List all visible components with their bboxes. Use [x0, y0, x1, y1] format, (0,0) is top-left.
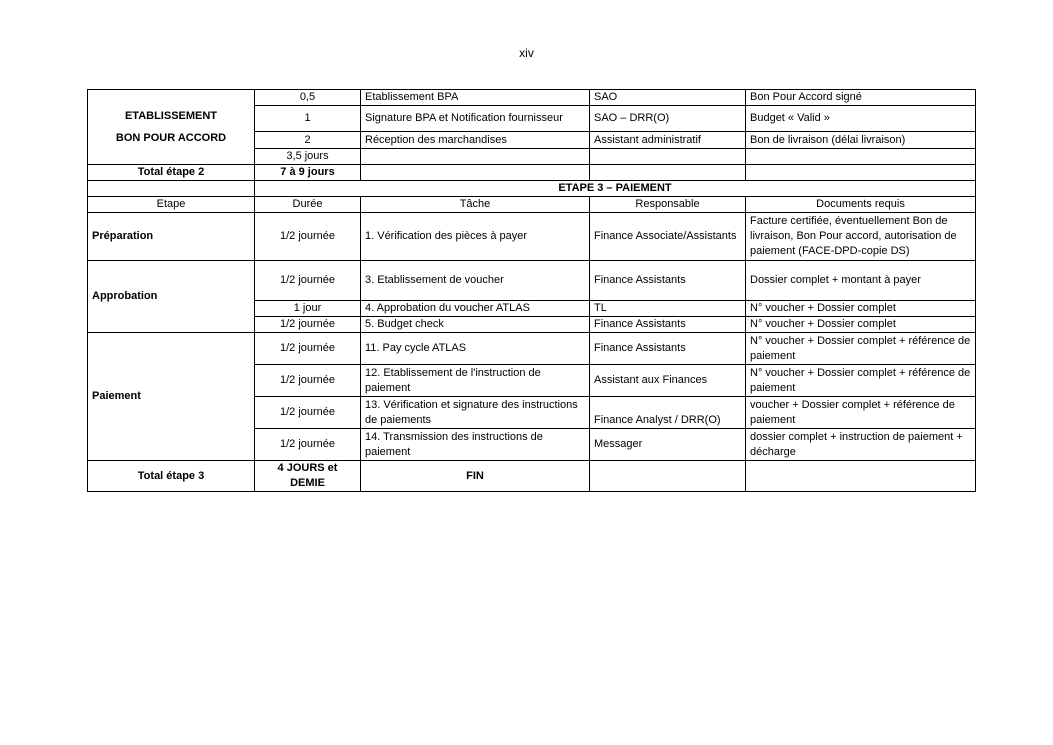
etape2-label-cell	[88, 90, 255, 165]
responsable-cell: Finance Assistants	[590, 261, 746, 301]
tache-cell	[361, 149, 590, 165]
duree-cell: 1/2 journée	[255, 333, 361, 365]
table-row	[88, 90, 976, 106]
empty-cell	[590, 165, 746, 181]
documents-cell: voucher + Dossier complet + référence de paiement	[746, 397, 976, 429]
total-etape2-row	[88, 165, 976, 181]
total-etape2-value: 7 à 9 jours	[255, 165, 361, 181]
tache-cell: 11. Pay cycle ATLAS	[361, 333, 590, 365]
documents-cell: N° voucher + Dossier complet + référence de paiement	[746, 365, 976, 397]
tache-cell: 4. Approbation du voucher ATLAS	[361, 301, 590, 317]
tache-cell: Etablissement BPA	[361, 90, 590, 106]
duree-cell: 1/2 journée	[255, 365, 361, 397]
empty-cell	[746, 461, 976, 492]
duree-cell: 1/2 journée	[255, 261, 361, 301]
responsable-cell: Messager	[590, 429, 746, 461]
total-etape3-fin: FIN	[361, 461, 590, 492]
duree-cell: 1/2 journée	[255, 317, 361, 333]
documents-cell: N° voucher + Dossier complet	[746, 317, 976, 333]
tache-cell: 1. Vérification des pièces à payer	[361, 213, 590, 261]
etape3-title-row	[88, 181, 976, 197]
header-responsable: Responsable	[590, 197, 746, 213]
responsable-cell: Finance Assistants	[590, 317, 746, 333]
responsable-cell: TL	[590, 301, 746, 317]
preparation-label: Préparation	[88, 213, 255, 261]
etape2-label-line2: BON POUR ACCORD	[115, 132, 227, 144]
header-duree: Durée	[255, 197, 361, 213]
header-row	[88, 197, 976, 213]
responsable-cell: Assistant administratif	[590, 132, 746, 149]
duree-cell: 3,5 jours	[255, 149, 361, 165]
duree-cell: 0,5	[255, 90, 361, 106]
paiement-label: Paiement	[88, 333, 255, 461]
responsable-cell: Finance Associate/Assistants	[590, 213, 746, 261]
duree-cell: 1 jour	[255, 301, 361, 317]
header-tache: Tâche	[361, 197, 590, 213]
duree-cell: 2	[255, 132, 361, 149]
header-documents: Documents requis	[746, 197, 976, 213]
responsable-cell: SAO	[590, 90, 746, 106]
table-row	[88, 261, 976, 301]
empty-cell	[746, 165, 976, 181]
tache-cell: 3. Etablissement de voucher	[361, 261, 590, 301]
documents-cell: Dossier complet + montant à payer	[746, 261, 976, 301]
tache-cell: 13. Vérification et signature des instructions de paiements	[361, 397, 590, 429]
empty-cell	[361, 165, 590, 181]
total-etape2-label: Total étape 2	[88, 165, 255, 181]
tache-cell: Signature BPA et Notification fournisseur	[361, 106, 590, 132]
responsable-cell: Finance Assistants	[590, 333, 746, 365]
documents-cell: Budget « Valid »	[746, 106, 976, 132]
page-number: xiv	[519, 46, 534, 60]
documents-cell: Facture certifiée, éventuellement Bon de livraison, Bon Pour accord, autorisation de paiement (FACE-DPD-copie DS)	[746, 213, 976, 261]
documents-cell: Bon Pour Accord signé	[746, 90, 976, 106]
total-etape3-label: Total étape 3	[88, 461, 255, 492]
approbation-label: Approbation	[88, 261, 255, 333]
total-etape3-row	[88, 461, 976, 492]
table-row	[88, 333, 976, 365]
responsable-cell: Finance Analyst / DRR(O)	[590, 397, 746, 429]
responsable-cell: Assistant aux Finances	[590, 365, 746, 397]
preparation-row	[88, 213, 976, 261]
tache-cell: 14. Transmission des instructions de paiement	[361, 429, 590, 461]
documents-cell	[746, 149, 976, 165]
header-etape: Etape	[88, 197, 255, 213]
responsable-cell	[590, 149, 746, 165]
documents-cell: N° voucher + Dossier complet + référence de paiement	[746, 333, 976, 365]
procedure-table	[87, 89, 976, 492]
etape3-title: ETAPE 3 – PAIEMENT	[255, 181, 976, 197]
tache-cell: 5. Budget check	[361, 317, 590, 333]
duree-cell: 1/2 journée	[255, 397, 361, 429]
total-etape3-value: 4 JOURS et DEMIE	[255, 461, 361, 492]
duree-cell: 1	[255, 106, 361, 132]
tache-cell: Réception des marchandises	[361, 132, 590, 149]
documents-cell: N° voucher + Dossier complet	[746, 301, 976, 317]
etape2-label-line1: ETABLISSEMENT	[124, 110, 218, 122]
responsable-cell: SAO – DRR(O)	[590, 106, 746, 132]
documents-cell: Bon de livraison (délai livraison)	[746, 132, 976, 149]
empty-cell	[88, 181, 255, 197]
duree-cell: 1/2 journée	[255, 429, 361, 461]
tache-cell: 12. Etablissement de l'instruction de paiement	[361, 365, 590, 397]
documents-cell: dossier complet + instruction de paiement + décharge	[746, 429, 976, 461]
empty-cell	[590, 461, 746, 492]
duree-cell: 1/2 journée	[255, 213, 361, 261]
